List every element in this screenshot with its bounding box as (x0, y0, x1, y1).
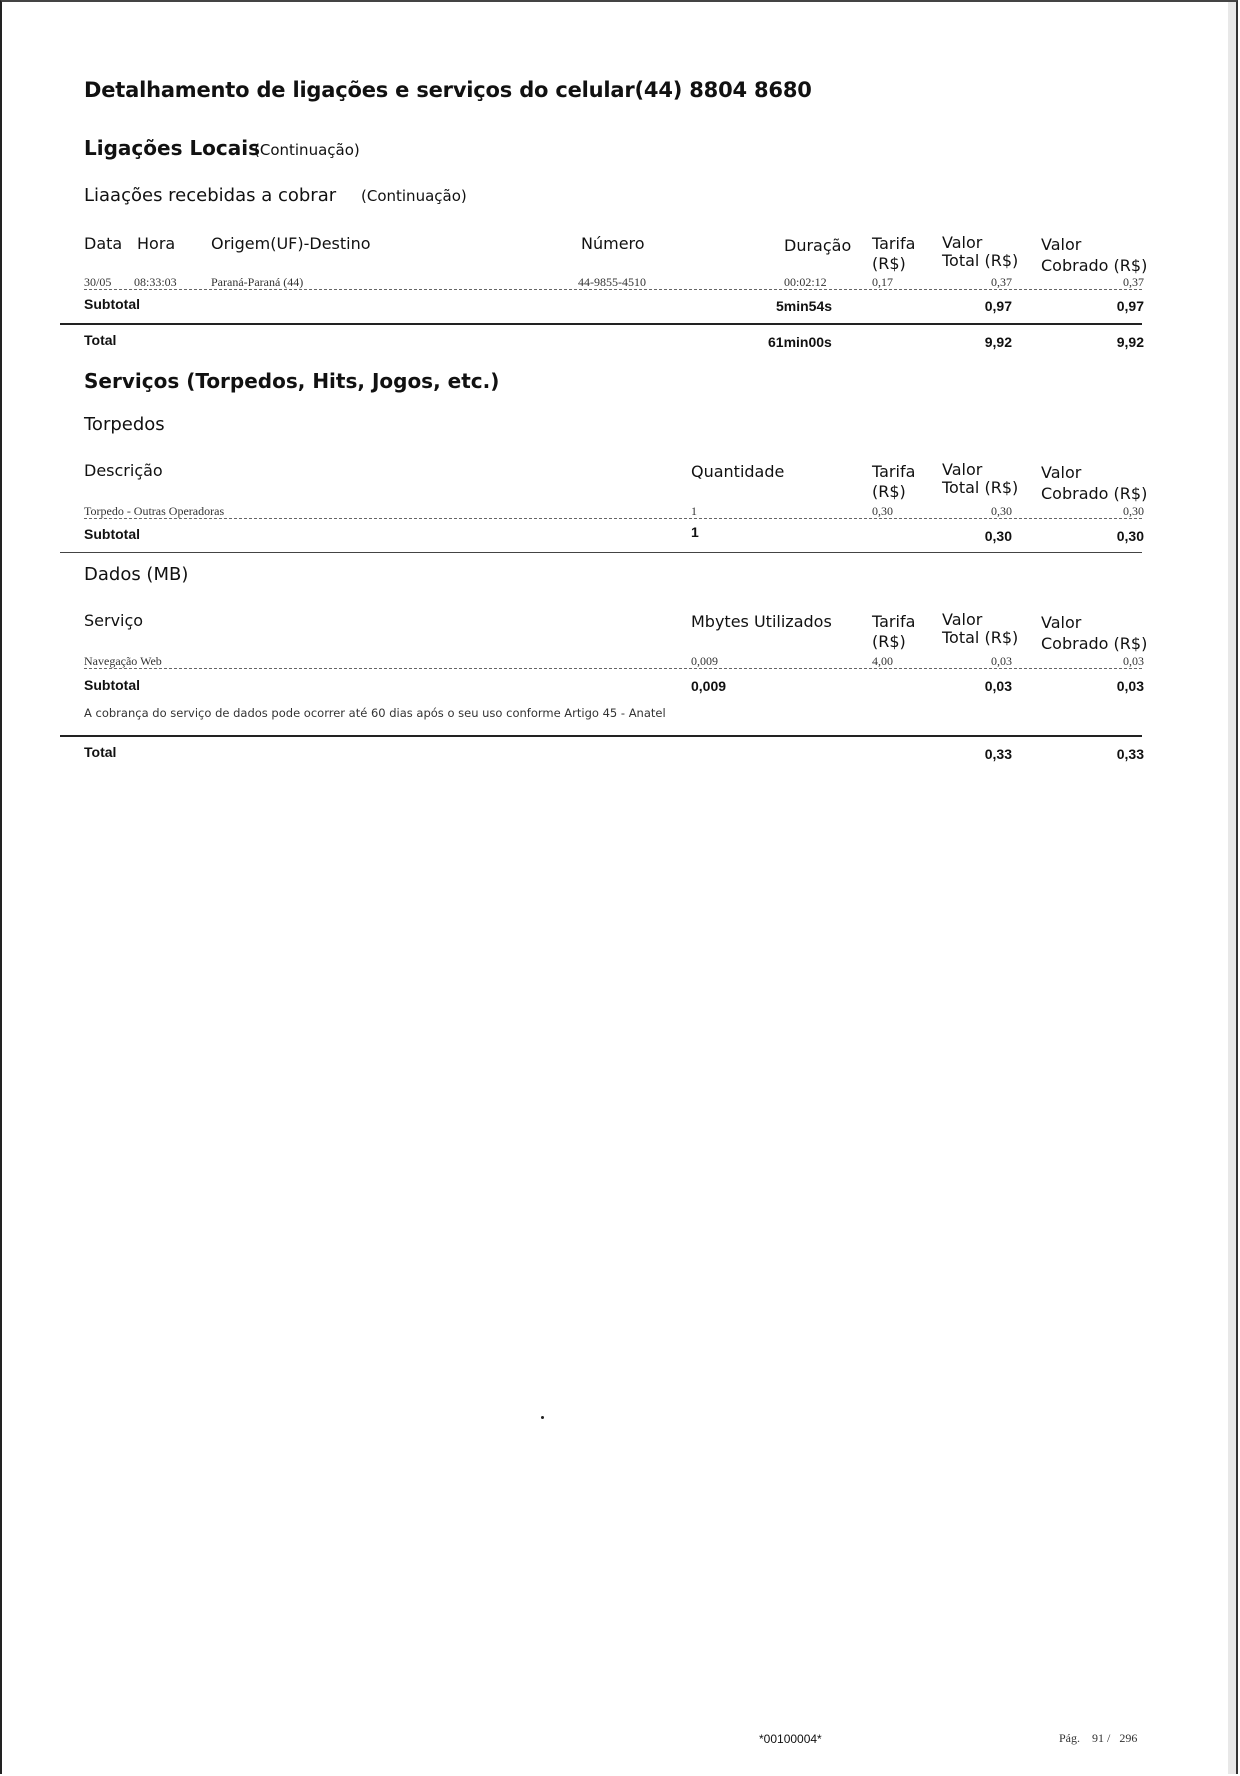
cell-valor-cobrado: 0,03 (1123, 654, 1144, 668)
subtotal-valor-cobrado: 0,97 (1116, 298, 1144, 314)
col-valor-total-line1: Valor (942, 460, 983, 479)
subtotal-valor-total: 0,03 (984, 678, 1012, 694)
col-tarifa-line1: Tarifa (872, 612, 916, 631)
col-valor-total (942, 461, 1018, 497)
total-valor-total: 9,92 (984, 334, 1012, 350)
col-servico: Serviço (84, 611, 144, 630)
cell-valor-total: 0,37 (991, 275, 1012, 289)
cell-valor-total: 0,30 (991, 504, 1012, 518)
cell-descricao: Torpedo - Outras Operadoras (84, 504, 225, 518)
col-valor-cobrado-line1: Valor (1041, 613, 1082, 632)
col-valor-total (942, 611, 1018, 647)
scan-speck (541, 1416, 544, 1419)
col-valor-cobrado-line2: Cobrado (R$) (1041, 484, 1148, 503)
col-valor-total-line2: Total (R$) (942, 251, 1019, 270)
col-descricao: Descrição (84, 461, 163, 480)
divider (60, 323, 1142, 325)
total-label: Total (84, 332, 117, 348)
col-tarifa-line2: (R$) (872, 632, 906, 651)
total-valor-cobrado: 0,33 (1116, 746, 1144, 762)
subtotal-valor-cobrado: 0,03 (1116, 678, 1144, 694)
subtotal-label: Subtotal (84, 526, 140, 542)
cell-tarifa: 4,00 (872, 654, 893, 668)
subtotal-quantidade: 1 (691, 524, 699, 540)
subsection-title-dados: Dados (MB) (84, 564, 189, 585)
page-total: 296 (1119, 1731, 1138, 1745)
col-mbytes: Mbytes Utilizados (691, 612, 832, 631)
subsection-title-torpedos: Torpedos (84, 414, 165, 435)
subtotal-label: Subtotal (84, 296, 140, 312)
cell-valor-cobrado: 0,37 (1123, 275, 1144, 289)
col-valor-total-line2: Total (R$) (942, 478, 1019, 497)
col-tarifa-line1: Tarifa (872, 462, 916, 481)
col-quantidade: Quantidade (691, 462, 785, 481)
cell-data: 30/05 (84, 275, 112, 289)
subsection-continuation: (Continuação) (361, 187, 467, 205)
subtotal-valor-total: 0,97 (984, 298, 1012, 314)
col-tarifa (872, 612, 915, 652)
col-tarifa-line1: Tarifa (872, 234, 916, 253)
col-valor-total-line1: Valor (942, 610, 983, 629)
cell-numero: 44-9855-4510 (578, 275, 646, 289)
col-valor-total-line2: Total (R$) (942, 628, 1019, 647)
col-data: Data (84, 234, 123, 253)
document-code: *00100004* (759, 1732, 822, 1746)
total-valor-cobrado: 9,92 (1116, 334, 1144, 350)
cell-origem: Paraná-Paraná (44) (211, 275, 304, 289)
total-label: Total (84, 744, 117, 760)
section-title-services: Serviços (Torpedos, Hits, Jogos, etc.) (84, 369, 500, 393)
divider (60, 735, 1142, 737)
col-numero: Número (581, 234, 645, 253)
col-tarifa-line2: (R$) (872, 482, 906, 501)
data-billing-note: A cobrança do serviço de dados pode ocorrer até 60 dias após o seu uso conforme Artigo 45 - Anatel (84, 706, 666, 720)
page-number (1059, 1731, 1137, 1746)
subsection-title-collect-calls: Liaações recebidas a cobrar (84, 185, 337, 206)
col-valor-cobrado-line1: Valor (1041, 235, 1082, 254)
cell-duracao: 00:02:12 (784, 275, 827, 289)
col-valor-cobrado-line1: Valor (1041, 463, 1082, 482)
subtotal-label: Subtotal (84, 677, 140, 693)
cell-tarifa: 0,30 (872, 504, 893, 518)
cell-servico: Navegação Web (84, 654, 162, 668)
cell-mbytes: 0,009 (691, 654, 718, 668)
col-valor-cobrado (1041, 462, 1147, 504)
page-title: Detalhamento de ligações e serviços do celular(44) 8804 8680 (84, 78, 812, 102)
page-current: 91 / (1092, 1731, 1111, 1745)
section-continuation: (Continuação) (254, 141, 360, 159)
col-origem: Origem(UF)-Destino (211, 234, 371, 253)
section-title-local-calls: Ligações Locais (84, 136, 261, 160)
subtotal-valor-cobrado: 0,30 (1116, 528, 1144, 544)
col-valor-total-line1: Valor (942, 233, 983, 252)
col-valor-cobrado-line2: Cobrado (R$) (1041, 634, 1148, 653)
col-valor-cobrado (1041, 612, 1147, 654)
col-tarifa (872, 462, 915, 502)
subtotal-valor-total: 0,30 (984, 528, 1012, 544)
page-label: Pág. (1059, 1731, 1080, 1745)
cell-valor-total: 0,03 (991, 654, 1012, 668)
total-valor-total: 0,33 (984, 746, 1012, 762)
cell-hora: 08:33:03 (134, 275, 177, 289)
col-hora: Hora (137, 234, 176, 253)
cell-valor-cobrado: 0,30 (1123, 504, 1144, 518)
col-tarifa-line2: (R$) (872, 254, 906, 273)
divider (60, 552, 1142, 553)
total-duracao: 61min00s (768, 334, 832, 350)
col-valor-total (942, 234, 1018, 270)
col-tarifa (872, 234, 915, 274)
col-valor-cobrado (1041, 234, 1147, 276)
cell-tarifa: 0,17 (872, 275, 893, 289)
col-duracao: Duração (784, 236, 852, 255)
subtotal-duracao: 5min54s (776, 298, 833, 314)
subtotal-mbytes: 0,009 (691, 678, 727, 694)
col-valor-cobrado-line2: Cobrado (R$) (1041, 256, 1148, 275)
cell-quantidade: 1 (691, 504, 697, 518)
